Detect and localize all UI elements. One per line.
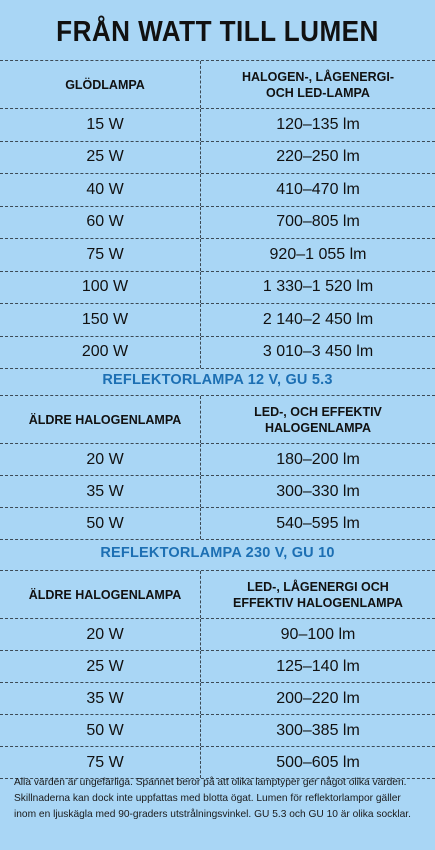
column-header-old-lamp: ÄLDRE HALOGENLAMPA [28,587,182,602]
table-row [0,109,435,142]
table-row [0,304,435,337]
lumen-cell: 540–595 lm [200,508,435,539]
lumen-cell: 2 140–2 450 lm [200,304,435,336]
table-row [0,239,435,272]
table-row [0,174,435,207]
lumen-cell: 300–385 lm [200,715,435,746]
watt-cell: 75 W [86,753,124,771]
watt-cell: 75 W [86,245,124,263]
table-row [0,651,435,683]
lumen-cell: 90–100 lm [200,619,435,650]
lumen-cell: 120–135 lm [200,109,435,141]
column-header-old-lamp: GLÖDLAMPA [65,77,145,92]
watt-cell: 100 W [81,278,129,296]
lumen-cell: 220–250 lm [200,142,435,174]
watt-cell: 25 W [86,148,124,166]
lumen-cell: 1 330–1 520 lm [200,272,435,304]
lumen-cell: 500–605 lm [200,747,435,778]
section-heading-gu10: REFLEKTORLAMPA 230 V, GU 10 [100,545,335,561]
table-header-row [0,395,435,444]
lumen-cell: 3 010–3 450 lm [200,337,435,369]
table-row [0,683,435,715]
lumen-cell: 125–140 lm [200,651,435,682]
column-header-new-lamp: LED-, OCH EFFEKTIV HALOGENLAMPA [200,396,435,443]
watt-cell: 15 W [86,115,124,133]
page-title: FRÅN WATT TILL LUMEN [56,16,379,48]
table-header-row [0,60,435,109]
section-heading-gu53: REFLEKTORLAMPA 12 V, GU 5.3 [102,372,333,388]
lumen-cell: 410–470 lm [200,174,435,206]
table-row [0,444,435,476]
table-reflector-12v [0,395,435,540]
watt-cell: 20 W [86,625,124,643]
lumen-cell: 920–1 055 lm [200,239,435,271]
table-row [0,337,435,370]
lumen-cell: 180–200 lm [200,444,435,475]
table-row [0,476,435,508]
lumen-cell: 200–220 lm [200,683,435,714]
watt-cell: 35 W [86,689,124,707]
watt-cell: 35 W [86,482,124,500]
table-incandescent [0,60,435,369]
watt-cell: 60 W [86,213,124,231]
column-header-old-lamp: ÄLDRE HALOGENLAMPA [28,412,182,427]
footnote: Alla värden är ungefärliga. Spannet beror på att olika lamptyper ger något olika värden. Skillnaderna kan dock inte uppfattas med blotta ögat. Lumen för reflektorlampor gäller inom en ljuskägla med 90-graders utstrålningsvinkel. GU 5.3 och GU 10 är olika socklar. [14,777,411,820]
column-header-new-lamp: HALOGEN-, LÅGENERGI- OCH LED-LAMPA [200,61,435,108]
column-header-new-lamp: LED-, LÅGENERGI OCH EFFEKTIV HALOGENLAMPA [200,571,435,618]
table-row [0,715,435,747]
table-row [0,619,435,651]
table-row [0,508,435,540]
watt-cell: 50 W [86,514,124,532]
table-row [0,272,435,305]
table-reflector-230v [0,570,435,779]
watt-cell: 20 W [86,450,124,468]
table-row [0,142,435,175]
table-row [0,207,435,240]
watt-cell: 50 W [86,721,124,739]
watt-cell: 40 W [86,180,124,198]
watt-cell: 200 W [81,343,129,361]
table-header-row [0,570,435,619]
watt-cell: 25 W [86,657,124,675]
lumen-cell: 700–805 lm [200,207,435,239]
watt-cell: 150 W [81,310,129,328]
lumen-cell: 300–330 lm [200,476,435,507]
